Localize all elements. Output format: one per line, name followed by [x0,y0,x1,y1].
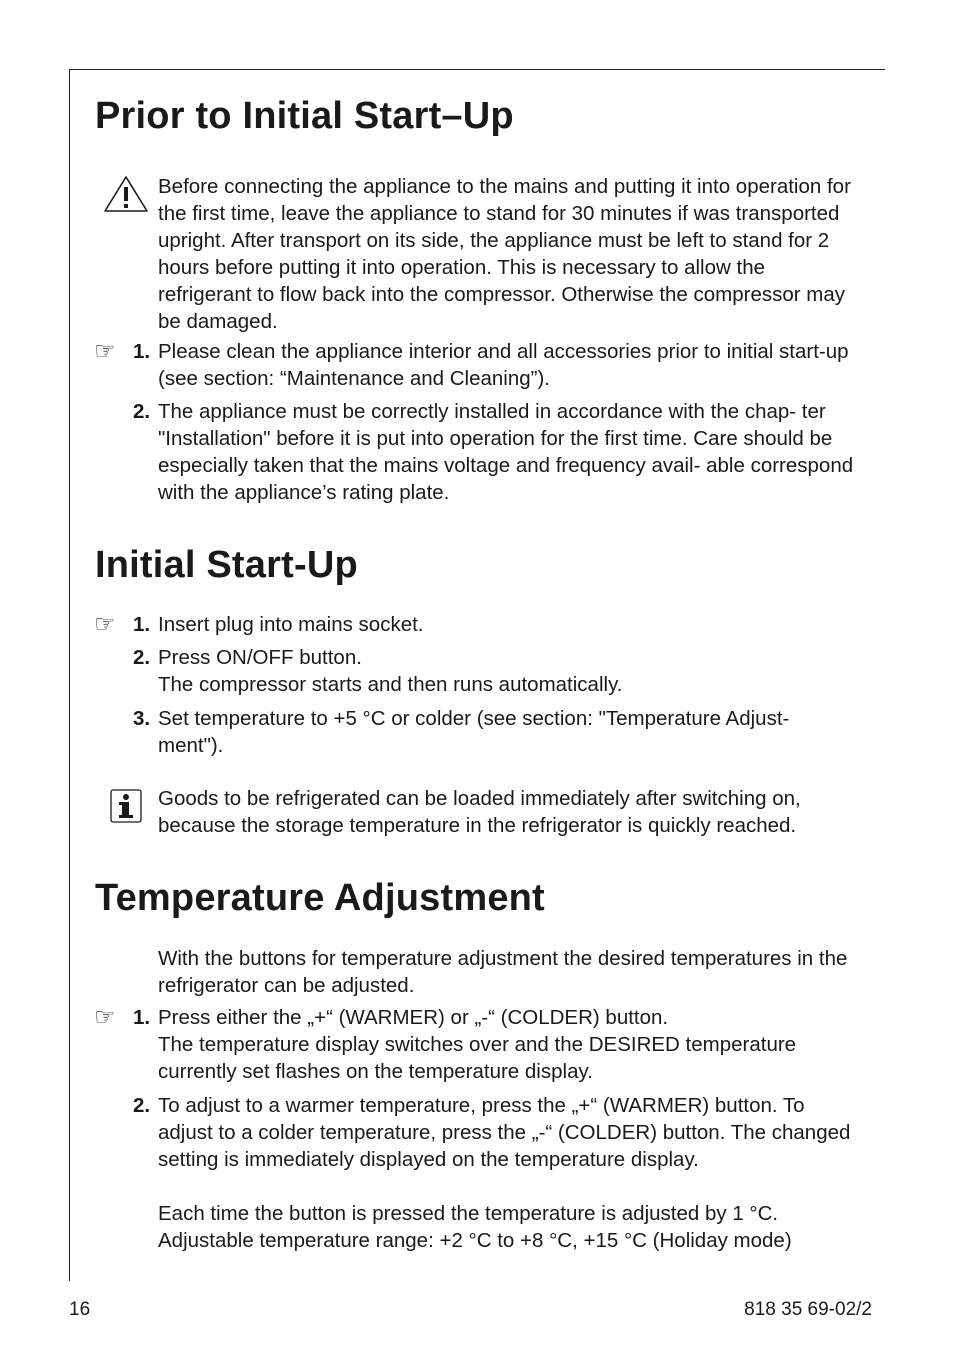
intro-text: With the buttons for temperature adjustment the desired temperatures in the refrigerator can be adjusted. [158,947,848,997]
step-text: The appliance must be correctly installed in accordance with the chap- ter "Installation" before it is put into operation for the first time. Care should be especially taken that the mains voltage and frequency avail- able correspond with the appliance’s rating plate. [158,400,854,504]
section-title-initial-startup: Initial Start-Up [95,544,358,586]
frame-left-rule [69,69,70,1281]
pointing-hand-icon: ☞ [94,338,116,365]
frame-top-rule [69,69,885,70]
step-number: 1. [133,340,151,363]
pointing-hand-icon: ☞ [94,1004,116,1031]
step-number: 2. [133,1094,151,1117]
step-subtext: The compressor starts and then runs automatically. [158,673,623,696]
pointing-hand-icon: ☞ [94,611,116,638]
step-note: Adjustable temperature range: +2 °C to +8 °C, +15 °C (Holiday mode) [158,1229,792,1252]
step-text: To adjust to a warmer temperature, press the „+“ (WARMER) button. To adjust to a colder temperature, press the „-“ (COLDER) button. The changed setting is immediately displayed on the temperature display. [158,1094,851,1171]
step-number: 2. [133,646,151,669]
warning-triangle-icon [103,174,149,214]
step-text: Insert plug into mains socket. [158,613,424,636]
step-text: Set temperature to +5 °C or colder (see section: "Temperature Adjust- ment"). [158,707,790,757]
step-number: 1. [133,1006,151,1029]
step-text: Press ON/OFF button. [158,646,362,669]
page-number: 16 [69,1299,91,1320]
step-note: Each time the button is pressed the temperature is adjusted by 1 °C. [158,1202,779,1225]
document-code: 818 35 69-02/2 [744,1299,872,1320]
step-number: 2. [133,400,151,423]
info-text: Goods to be refrigerated can be loaded immediately after switching on, because the storage temperature in the refrigerator is quickly reached. [158,787,801,837]
warning-text: Before connecting the appliance to the mains and putting it into operation for the first time, leave the appliance to stand for 30 minutes if was transported upright. After transport on its side, the appliance must be left to stand for 2 hours before putting it into operation. This is necessary to allow the refrigerant to flow back into the compressor. Otherwise the compressor may be damaged. [158,175,851,333]
section-title-temperature-adjustment: Temperature Adjustment [95,877,545,919]
step-number: 3. [133,707,151,730]
section-title-prior-startup: Prior to Initial Start–Up [95,95,514,137]
step-text: Press either the „+“ (WARMER) or „-“ (COLDER) button. [158,1006,669,1029]
info-icon [110,789,142,823]
step-number: 1. [133,613,151,636]
step-subtext: The temperature display switches over and the DESIRED temperature currently set flashes on the temperature display. [158,1033,797,1083]
step-text: Please clean the appliance interior and all accessories prior to initial start-up (see section: “Maintenance and Cleaning”). [158,340,849,390]
